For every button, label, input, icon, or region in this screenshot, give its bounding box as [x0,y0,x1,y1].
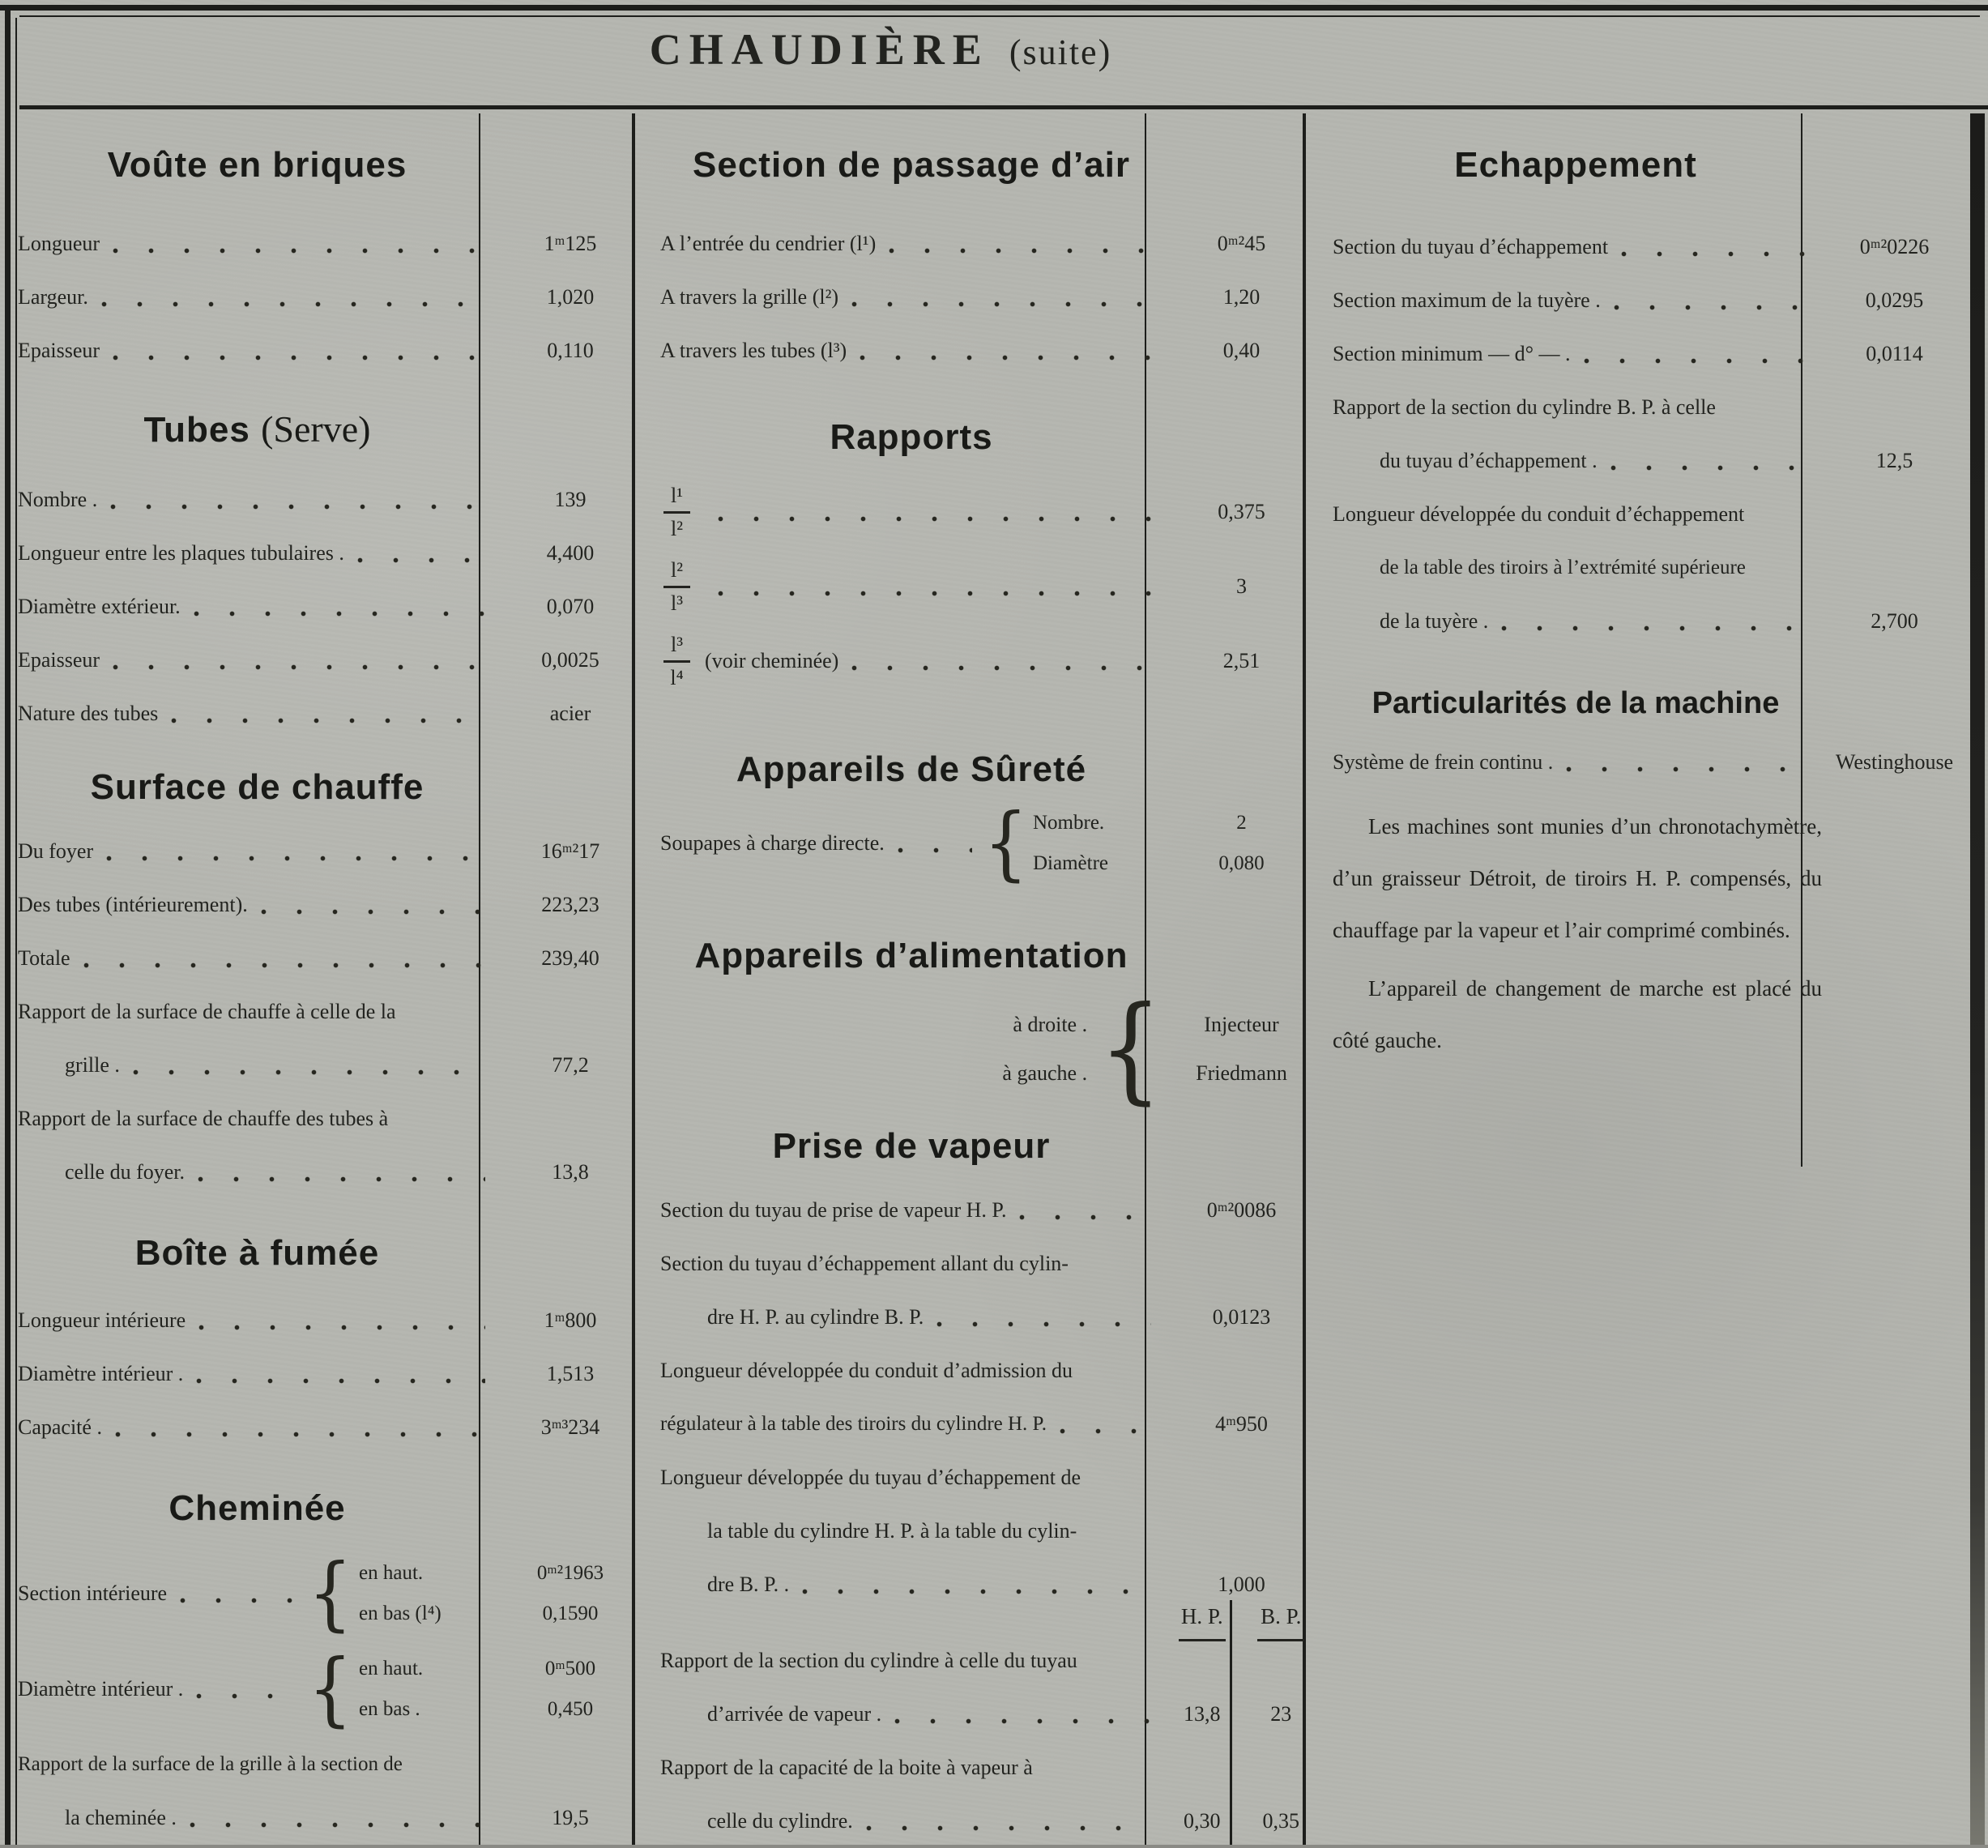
brace-icon: { [983,796,1028,890]
heading-prise-de-vapeur: Prise de vapeur [772,1126,1051,1166]
spec-value: 0,0123 [1212,1305,1271,1329]
dotted-leader [106,856,485,861]
spec-value: 3ᵐ³234 [540,1415,600,1439]
dotted-leader [113,355,485,361]
spec-value: 0ᵐ²0086 [1206,1198,1277,1222]
spec-value: acier [549,702,591,725]
spec-row-line2 [1333,434,1970,488]
spec-label: Rapport de la section du cylindre à celle du tuyau [660,1649,1077,1672]
spec-value: 77,2 [552,1053,589,1077]
dotted-leader [198,1325,485,1330]
machine-notes-paragraph: Les machines sont munies d’un chronotachymètre, d’un graisseur Détroit, de tiroirs H. P. compensés, du chauffage par la vapeur et l’air comprimé combinés. [1333,814,1822,942]
heading-rapports: Rapports [830,417,993,457]
spec-label: la cheminée . [65,1806,177,1829]
brace-icon: { [1099,982,1163,1116]
spec-label: Section intérieure [18,1581,168,1605]
title-rule [19,105,1988,109]
spec-value: 4ᵐ950 [1215,1412,1268,1436]
spec-label: Capacité . [18,1415,102,1439]
spec-row [18,527,644,580]
spec-row-braced [18,1642,644,1736]
spec-row-braced [18,1547,644,1641]
spec-row [1333,327,1970,381]
spec-subvalues [1163,1001,1320,1098]
brace-icon: { [308,1642,352,1736]
spec-row-line2 [660,1795,1320,1848]
spec-value: 0,070 [546,595,595,618]
spec-value: 0ᵐ²0226 [1859,235,1930,258]
spec-sublabel: à droite . [1013,1013,1088,1036]
spec-row-line1 [660,1451,1320,1504]
spec-sublabels [1033,803,1163,884]
spec-subvalues [497,1649,644,1730]
dotted-leader [936,1321,1151,1327]
spec-subvalues [497,1553,644,1634]
dotted-leader [171,718,485,723]
ratio-row [660,475,1320,549]
spec-label: Section minimum — d° — . [1333,342,1571,365]
heading-tubes-suffix: (Serve) [261,408,371,450]
spec-row-line3 [1333,595,1970,648]
spec-sublabels [660,1001,1099,1098]
spec-label: Soupapes à charge directe. [660,831,885,855]
dotted-leader [83,962,485,968]
dotted-leader [110,504,485,510]
spec-label: Epaisseur [18,339,100,362]
dotted-leader [261,909,485,915]
spec-label: Du foyer [18,839,94,863]
spec-row [18,1294,644,1347]
spec-row-line1 [660,1237,1320,1291]
fraction-denominator: l² [671,516,684,540]
spec-label: dre B. P. . [707,1573,790,1596]
hp-header-rule [1179,1639,1226,1641]
bp-header [1242,1604,1321,1641]
spec-row [18,634,644,687]
spec-label: Nature des tubes [18,702,159,725]
spec-label: A travers la grille (l²) [660,285,839,309]
fraction-denominator: l⁴ [670,665,684,689]
spec-label: Section maximum de la tuyère . [1333,288,1601,312]
spec-row-line2 [660,1688,1320,1741]
column-middle [660,113,1320,1845]
spec-row [18,687,644,740]
spec-label: Rapport de la surface de chauffe à celle de la [18,1000,396,1023]
heading-particularites-de-la-machine: Particularités de la machine [1372,686,1780,720]
hp-bp-values [1163,1702,1320,1726]
heading-echappement: Echappement [1454,145,1697,185]
hp-value: 0,30 [1184,1809,1221,1833]
dotted-leader [718,516,1151,522]
spec-row [18,217,644,271]
spec-row [18,324,644,378]
spec-sublabel: en haut. [359,1658,424,1679]
spec-label: Section du tuyau d’échappement [1333,235,1609,258]
spec-value: 0,450 [547,1698,594,1720]
spec-label: celle du foyer. [65,1160,185,1184]
ratio-row [660,624,1320,698]
dotted-leader [866,1825,1151,1831]
spec-value: 2 [1236,812,1247,834]
spec-value: 0,0025 [541,648,599,672]
heading-tubes-main: Tubes [143,410,250,450]
spec-row [1333,274,1970,327]
dotted-leader [1566,766,1807,772]
spec-label: Système de frein continu . [1333,750,1554,774]
spec-label: Des tubes (intérieurement). [18,893,248,916]
dotted-leader [718,591,1151,596]
spec-label: de la tuyère . [1380,609,1489,633]
spec-row [660,271,1320,324]
spec-value: 1ᵐ125 [544,232,597,255]
spec-label: A travers les tubes (l³) [660,339,847,362]
heading-surface-de-chauffe: Surface de chauffe [90,767,424,807]
spec-label: grille . [65,1053,120,1077]
spec-label: la table du cylindre H. P. à la table du cylin- [707,1519,1077,1543]
spec-row-braced [660,982,1320,1116]
spec-sublabel: en bas (l⁴) [359,1603,442,1624]
dotted-leader [1621,251,1807,257]
spec-label: Longueur développée du conduit d’échappement [1333,502,1745,526]
spec-label: Diamètre intérieur . [18,1677,184,1701]
spec-value: 0,0114 [1866,342,1923,365]
dotted-leader [357,557,485,563]
spec-label: du tuyau d’échappement . [1380,449,1598,472]
spec-value: 13,8 [552,1160,589,1184]
spec-row [18,825,644,878]
dotted-leader [1501,625,1807,631]
dotted-leader [113,664,485,670]
spec-row-braced [660,796,1320,890]
bp-value: 23 [1270,1702,1292,1726]
dotted-leader [889,248,1151,254]
spec-value: 1,513 [546,1362,595,1385]
spec-sublabel: en haut. [359,1562,424,1584]
spec-label: d’arrivée de vapeur . [707,1702,882,1726]
dotted-leader [851,301,1151,307]
spec-sublabel: Nombre. [1033,812,1105,834]
dotted-leader [1584,358,1807,364]
spec-value: Friedmann [1196,1061,1287,1085]
spec-value: 2,700 [1871,609,1918,633]
fraction [663,634,690,689]
heading-cheminee: Cheminée [169,1488,346,1528]
fraction [663,485,690,540]
dotted-leader [194,611,485,617]
bp-header-rule [1257,1639,1304,1641]
spec-label: Largeur. [18,285,88,309]
spec-row [18,473,644,527]
spec-row-line1 [18,985,644,1039]
fraction-numerator: l² [663,560,690,588]
spec-row [660,1184,1320,1237]
hp-bp-header [1163,1604,1320,1641]
spec-row [660,217,1320,271]
spec-label: A l’entrée du cendrier (l¹) [660,232,877,255]
hp-value: 13,8 [1184,1702,1221,1726]
heading-appareils-de-surete: Appareils de Sûreté [736,749,1087,789]
spec-label: Section du tuyau de prise de vapeur H. P. [660,1198,1007,1222]
spec-label: Nombre . [18,488,98,511]
spec-value: 12,5 [1875,449,1913,472]
spec-value: 19,5 [552,1806,589,1829]
spec-row [18,580,644,634]
page-title-main: CHAUDIÈRE [649,25,990,74]
spec-row-line2 [18,1039,644,1092]
heading-section-de-passage-d-air: Section de passage d’air [693,145,1130,185]
spec-label: Longueur [18,232,100,255]
spec-value: 2,51 [1222,649,1261,672]
spec-value: 3 [1236,574,1247,598]
spec-row [18,271,644,324]
spec-row [18,1347,644,1401]
spec-row-line1 [660,1344,1320,1398]
spec-value: 0ᵐ500 [544,1658,596,1679]
spec-value: 0,080 [1218,852,1265,874]
dotted-leader [196,1693,296,1699]
spec-label: Section du tuyau d’échappement allant du cylin- [660,1252,1069,1275]
spec-label: Rapport de la surface de chauffe des tubes à [18,1107,389,1130]
spec-value: 0,110 [547,339,594,362]
spec-value: 1,020 [546,285,595,309]
fraction-numerator: l³ [663,634,690,663]
spec-sublabels [359,1553,497,1634]
spec-value: 4,400 [546,541,595,565]
border-top-thick [0,5,1988,11]
dotted-leader [898,847,973,853]
dotted-leader [860,355,1151,361]
brace-icon: { [308,1547,352,1641]
spec-row [1333,220,1970,274]
ratio-row [660,549,1320,624]
spec-subvalues [1163,803,1320,884]
spec-row-line2 [660,1504,1320,1558]
spec-label: Rapport de la capacité de la boite à vapeur à [660,1756,1033,1779]
spec-row [18,932,644,985]
spec-value: Westinghouse [1835,750,1954,774]
dotted-leader [113,248,485,254]
fraction-note: (voir cheminée) [705,649,839,672]
page-title-suffix: (suite) [1009,32,1112,72]
spec-value: 16ᵐ²17 [540,839,600,863]
spec-label: celle du cylindre. [707,1809,853,1833]
spec-sublabels [359,1649,497,1730]
spec-value: 0,1590 [542,1603,599,1624]
spec-label: Longueur entre les plaques tubulaires . [18,541,344,565]
heading-tubes [18,407,497,452]
spec-label: Rapport de la section du cylindre B. P. à celle [1333,395,1716,419]
hp-bp-values [1163,1809,1320,1833]
spec-value: 0ᵐ²45 [1217,232,1266,255]
spec-label: Rapport de la surface de la grille à la section de [18,1753,403,1775]
spec-row [660,324,1320,378]
dotted-leader [180,1598,296,1603]
spec-sublabel: Diamètre [1033,852,1109,874]
spec-row-line2 [660,1398,1320,1451]
border-top-thin [19,15,1980,17]
spec-sublabel: à gauche . [1002,1061,1088,1085]
machine-notes-paragraph: L’appareil de changement de marche est placé du côté gauche. [1333,976,1822,1052]
spec-row-line1 [18,1092,644,1146]
spec-row [1333,736,1970,789]
bp-value: 0,35 [1262,1809,1299,1833]
dotted-leader [133,1069,485,1075]
bp-header-label: B. P. [1261,1604,1302,1628]
dotted-leader [802,1589,1151,1594]
fraction-denominator: l³ [671,591,684,615]
spec-value: 0ᵐ²1963 [536,1562,604,1584]
spec-label: Diamètre intérieur . [18,1362,184,1385]
spec-row [18,1401,644,1454]
spec-row-line1 [660,1634,1320,1688]
spec-value: Injecteur [1204,1013,1279,1036]
spec-sublabel: en bas . [359,1698,420,1720]
column-left [18,113,644,1845]
spec-label: Epaisseur [18,648,100,672]
spec-row-line2 [1333,541,1970,595]
dotted-leader [101,301,485,307]
heading-appareils-d-alimentation: Appareils d’alimentation [694,936,1128,975]
dotted-leader [1614,305,1807,310]
spec-value: 223,23 [541,893,599,916]
spec-row-line2 [18,1791,644,1845]
dotted-leader [196,1378,485,1384]
spec-label: régulateur à la table des tiroirs du cylindre H. P. [660,1413,1047,1435]
dotted-leader [190,1822,485,1828]
spec-label: Totale [18,946,70,970]
spec-value: 0,0295 [1865,288,1924,312]
spec-label: Diamètre extérieur. [18,595,181,618]
spec-row-line1 [1333,488,1970,541]
spec-value: 1,20 [1222,285,1261,309]
spec-value: 1,000 [1218,1573,1265,1596]
spec-row-line1 [18,1738,644,1791]
heading-voute-en-briques: Voûte en briques [107,145,407,185]
spec-value: 239,40 [541,946,599,970]
dotted-leader [115,1432,485,1437]
spec-value: 1ᵐ800 [544,1308,597,1332]
dotted-leader [894,1718,1151,1724]
dotted-leader [1610,465,1807,471]
spec-label: Longueur développée du conduit d’admission du [660,1359,1073,1382]
heading-boite-a-fumee: Boîte à fumée [134,1233,380,1273]
spec-row-line1 [1333,381,1970,434]
dotted-leader [851,665,1151,671]
fraction-numerator: l¹ [663,485,690,514]
table-content [0,113,1988,1845]
spec-label: de la table des tiroirs à l’extrémité supérieure [1380,557,1746,578]
spec-row-line2 [660,1291,1320,1344]
fraction [663,557,690,615]
spec-value: 0,40 [1222,339,1261,362]
spec-label: dre H. P. au cylindre B. P. [707,1305,924,1329]
column-right [1333,113,1970,1845]
spec-label: Longueur intérieure [18,1308,186,1332]
page-title [0,24,1988,75]
spec-row-line2 [18,1146,644,1199]
spec-value: 139 [554,488,587,511]
spec-row-line1 [660,1741,1320,1795]
spec-row [18,878,644,932]
dotted-leader [1019,1214,1151,1220]
hp-header-label: H. P. [1180,1604,1223,1628]
spec-value: 0,375 [1218,500,1265,523]
spec-label: Longueur développée du tuyau d’échappement de [660,1466,1081,1489]
dotted-leader [198,1176,485,1182]
dotted-leader [1060,1428,1151,1434]
hp-header [1163,1604,1242,1641]
